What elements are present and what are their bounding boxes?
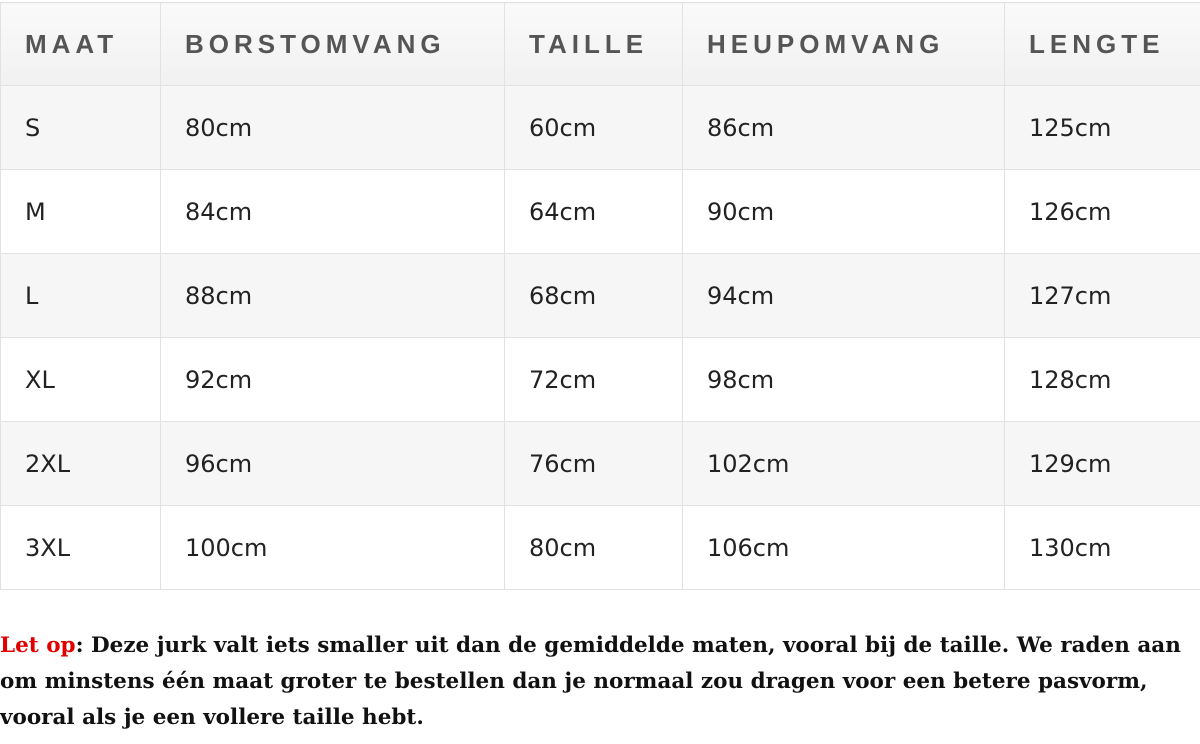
note-separator: : [75, 633, 84, 658]
cell-size: M [1, 170, 161, 254]
cell-length: 129cm [1005, 422, 1200, 506]
cell-waist: 76cm [505, 422, 683, 506]
table-row [1, 338, 1200, 422]
cell-length: 127cm [1005, 254, 1200, 338]
fit-note [0, 628, 1190, 736]
cell-hip: 86cm [683, 86, 1005, 170]
cell-length: 125cm [1005, 86, 1200, 170]
header-row [1, 3, 1200, 86]
size-chart-body [1, 86, 1200, 590]
size-chart-table [0, 2, 1200, 590]
cell-chest: 88cm [161, 254, 505, 338]
header-waist: TAILLE [505, 3, 683, 86]
cell-hip: 94cm [683, 254, 1005, 338]
header-length: LENGTE [1005, 3, 1200, 86]
cell-size: 3XL [1, 506, 161, 590]
cell-chest: 80cm [161, 86, 505, 170]
header-size: MAAT [1, 3, 161, 86]
table-row [1, 254, 1200, 338]
cell-waist: 64cm [505, 170, 683, 254]
cell-length: 130cm [1005, 506, 1200, 590]
cell-waist: 80cm [505, 506, 683, 590]
cell-waist: 72cm [505, 338, 683, 422]
cell-chest: 96cm [161, 422, 505, 506]
cell-size: S [1, 86, 161, 170]
cell-size: L [1, 254, 161, 338]
cell-hip: 102cm [683, 422, 1005, 506]
table-row [1, 86, 1200, 170]
header-hip: HEUPOMVANG [683, 3, 1005, 86]
size-chart-header [1, 3, 1200, 86]
table-row [1, 170, 1200, 254]
cell-hip: 106cm [683, 506, 1005, 590]
cell-chest: 100cm [161, 506, 505, 590]
table-row [1, 422, 1200, 506]
cell-waist: 60cm [505, 86, 683, 170]
note-text: Deze jurk valt iets smaller uit dan de gemiddelde maten, vooral bij de taille. We raden aan om minstens één maat groter te bestellen dan je normaal zou dragen voor een betere pasvorm, vooral als je een vollere taille hebt. [0, 633, 1181, 730]
cell-chest: 84cm [161, 170, 505, 254]
cell-size: XL [1, 338, 161, 422]
cell-length: 128cm [1005, 338, 1200, 422]
cell-size: 2XL [1, 422, 161, 506]
header-chest: BORSTOMVANG [161, 3, 505, 86]
table-row [1, 506, 1200, 590]
cell-hip: 98cm [683, 338, 1005, 422]
cell-length: 126cm [1005, 170, 1200, 254]
cell-waist: 68cm [505, 254, 683, 338]
cell-hip: 90cm [683, 170, 1005, 254]
note-label: Let op [0, 633, 76, 658]
cell-chest: 92cm [161, 338, 505, 422]
